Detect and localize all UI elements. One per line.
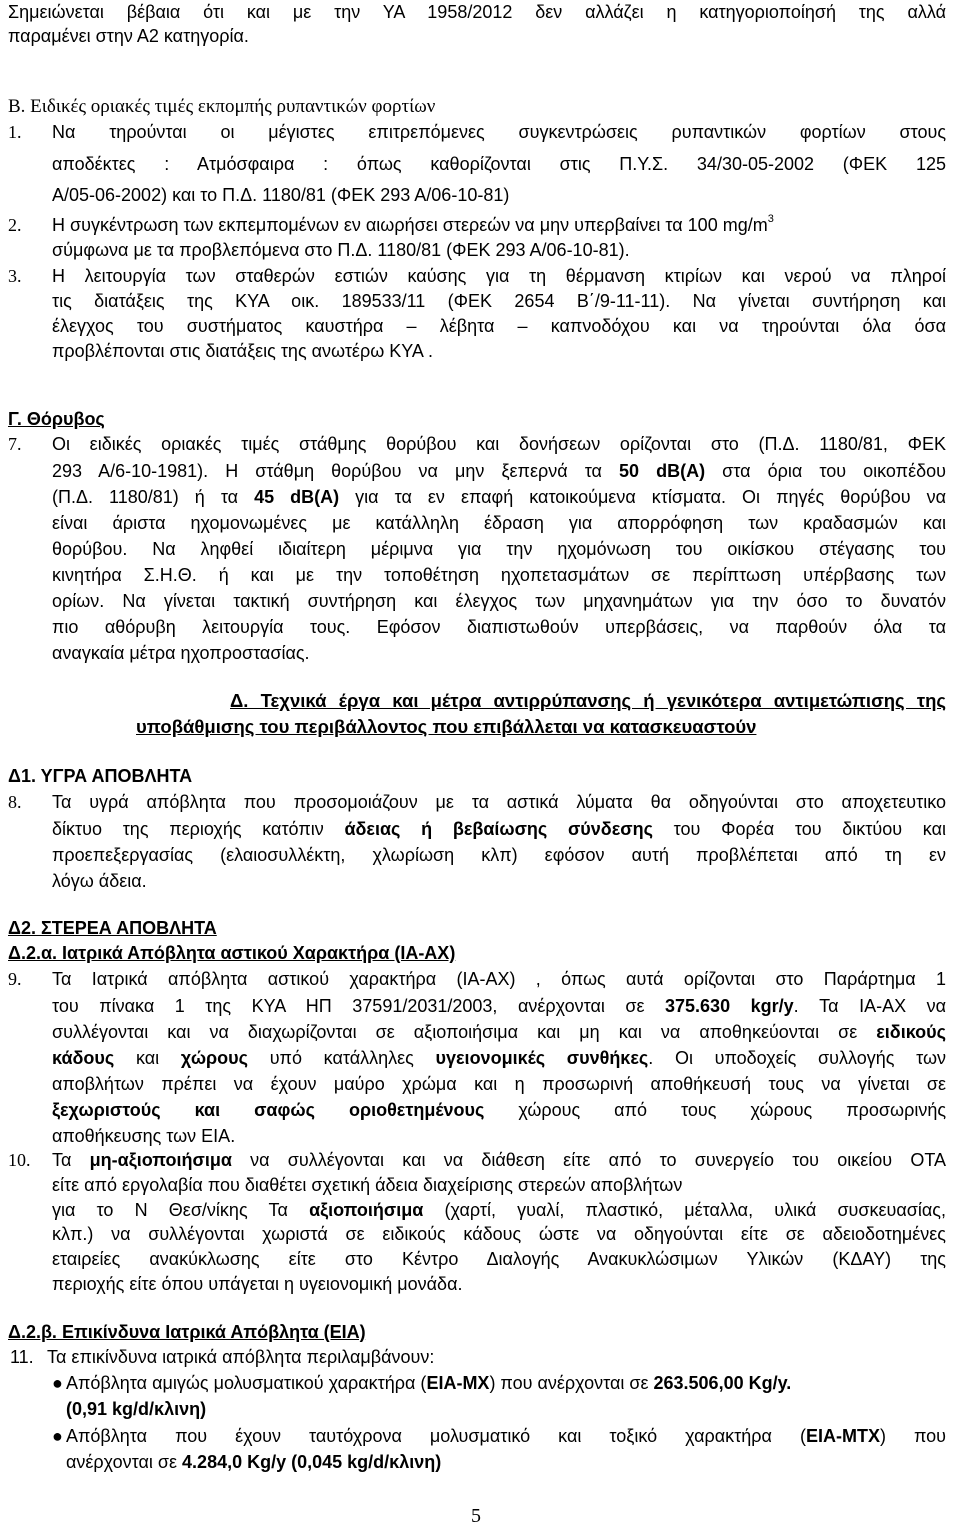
- item-9-line-2: του πίνακα 1 της ΚΥΑ ΗΠ 37591/2031/2003, ανέρχονται σε 375.630 kgr/y. Τα ΙΑ-ΑΧ να: [52, 996, 947, 1016]
- item-10-number: 10.: [8, 1150, 31, 1170]
- item-11-bullet-1-line-1: Απόβλητα αμιγώς μολυσματικού χαρακτήρα (ΕΙΑ-ΜΧ) που ανέρχονται σε 263.506,00 Kg/y.: [66, 1373, 792, 1393]
- bullet-icon: ●: [52, 1426, 63, 1446]
- page-number: 5: [471, 1505, 481, 1527]
- item-10-line-1: Τα μη-αξιοποιήσιμα να συλλέγονται και να διάθεση είτε από το συνεργείο του οικείου ΟΤΑ: [52, 1150, 946, 1170]
- item-3-line-1: Η λειτουργία των σταθερών εστιών καύσης για τη θέρμανση κτιρίων και νερού να πληροί: [52, 266, 946, 286]
- item-11-number: 11.: [10, 1347, 34, 1367]
- item-10-line-6: περιοχής είτε όπου υπάγεται η υγειονομική μονάδα.: [52, 1274, 463, 1294]
- item-9-line-6: ξεχωριστούς και σαφώς οριοθετημένους χώρους από τους χώρους προσωρινής: [52, 1100, 947, 1120]
- section-d-title-line-1: Δ. Τεχνικά έργα και μέτρα αντιρρύπανσης ή γενικότερα αντιμετώπισης της: [230, 690, 946, 711]
- item-1-line-1: Να τηρούνται οι μέγιστες επιτρεπόμενες συγκεντρώσεις ρυπαντικών φορτίων στους: [52, 122, 946, 142]
- item-1-number: 1.: [8, 122, 22, 142]
- item-1-line-2: αποδέκτες : Ατμόσφαιρα : όπως καθορίζονται στις Π.Υ.Σ. 34/30-05-2002 (ΦΕΚ 125: [52, 154, 946, 174]
- item-11-bullet-2-line-1: Απόβλητα που έχουν ταυτόχρονα μολυσματικό και τοξικό χαρακτήρα (ΕΙΑ-ΜΤΧ) που: [66, 1426, 946, 1446]
- item-7-line-6: κινητήρα Σ.Η.Θ. ή και με την τοποθέτηση ηχοπετασμάτων σε περίπτωση υπέρβασης των: [52, 565, 946, 585]
- item-2-number: 2.: [8, 215, 22, 235]
- bullet-icon: ●: [52, 1373, 63, 1393]
- item-7-line-1: Οι ειδικές οριακές τιμές στάθμης θορύβου και δονήσεων ορίζονται στο (Π.Δ. 1180/81, ΦΕΚ: [52, 434, 946, 454]
- item-11-bullet-1-line-2: (0,91 kg/d/κλινη): [66, 1399, 207, 1419]
- item-7-line-8: πιο αθόρυβη λειτουργία τους. Εφόσον διαπιστωθούν υπερβάσεις, να παρθούν όλα τα: [52, 617, 946, 637]
- item-3-line-2: τις διατάξεις της ΚΥΑ οικ. 189533/11 (ΦΕΚ 2654 Β΄/9-11-11). Να γίνεται συντήρηση και: [52, 291, 946, 311]
- item-7-line-3: (Π.Δ. 1180/81) ή τα 45 dB(A) για τα εν επαφή κατοικούμενα κτίσματα. Οι πηγές θορύβου να: [52, 487, 946, 507]
- item-8-line-4: λόγω άδεια.: [52, 871, 147, 891]
- d1-title: Δ1. ΥΓΡΑ ΑΠΟΒΛΗΤΑ: [8, 766, 193, 786]
- d2-title: Δ2. ΣΤΕΡΕΑ ΑΠΟΒΛΗΤΑ: [8, 918, 217, 938]
- item-9-line-1: Τα Ιατρικά απόβλητα αστικού χαρακτήρα (ΙΑ-ΑΧ) , όπως αυτά ορίζονται στο Παράρτημα 1: [52, 969, 946, 989]
- item-7-line-9: αναγκαία μέτρα ηχοπροστασίας.: [52, 643, 310, 663]
- intro-line-1: Σημειώνεται βέβαια ότι και με την ΥΑ 1958/2012 δεν αλλάζει η κατηγοριοποίησή της αλλά: [8, 2, 946, 22]
- section-g-title: Γ. Θόρυβος: [8, 409, 105, 429]
- section-d-title-line-2: υποβάθμισης του περιβάλλοντος που επιβάλλεται να κατασκευαστούν: [136, 716, 757, 737]
- item-3-number: 3.: [8, 266, 22, 286]
- superscript: 3: [767, 213, 774, 225]
- item-11-intro: Τα επικίνδυνα ιατρικά απόβλητα περιλαμβάνουν:: [47, 1347, 435, 1367]
- item-10-line-5: εταιρείες ανακύκλωσης είτε στο Κέντρο Διαλογής Ανακυκλώσιμων Υλικών (ΚΔΑΥ) της: [52, 1249, 946, 1269]
- item-9-line-5: αποβλήτων πρέπει να έχουν μαύρο χρώμα και η προσωρινή αποθήκευσή τους να γίνεται σε: [52, 1074, 946, 1094]
- item-11-bullet-2-line-2: ανέρχονται σε 4.284,0 Kg/y (0,045 kg/d/κλινη): [66, 1452, 442, 1472]
- item-1-line-3: Α/05-06-2002) και το Π.Δ. 1180/81 (ΦΕΚ 293 Α/06-10-81): [52, 185, 510, 205]
- section-b-title: Β. Ειδικές οριακές τιμές εκπομπής ρυπαντικών φορτίων: [8, 96, 436, 117]
- item-7-line-2: 293 Α/6-10-1981). Η στάθμη θορύβου να μην ξεπερνά τα 50 dB(A) στα όρια του οικοπέδου: [52, 461, 946, 481]
- d2b-title: Δ.2.β. Επικίνδυνα Ιατρικά Απόβλητα (ΕΙΑ): [8, 1322, 366, 1342]
- item-3-line-3: έλεγχος του συστήματος καυστήρα – λέβητα – καπνοδόχου και να τηρούνται όλα όσα: [52, 316, 946, 336]
- item-7-line-7: ορίων. Να γίνεται τακτική συντήρηση και έλεγχος των μηχανημάτων για την όσο το δυνατόν: [52, 591, 946, 611]
- item-3-line-4: προβλέπονται στις διατάξεις της ανωτέρω ΚΥΑ .: [52, 341, 433, 361]
- item-9-line-4: κάδους και χώρους υπό κατάλληλες υγειονομικές συνθήκες. Οι υποδοχείς συλλογής των: [52, 1048, 947, 1068]
- d2a-title: Δ.2.α. Ιατρικά Απόβλητα αστικού Χαρακτήρα (ΙΑ-ΑΧ): [8, 943, 456, 963]
- item-10-line-2: είτε από εργολαβία που διαθέτει σχετική άδεια διαχείρισης στερεών αποβλήτων: [52, 1175, 683, 1195]
- item-7-number: 7.: [8, 434, 22, 454]
- item-8-line-1: Τα υγρά απόβλητα που προσομοιάζουν με τα αστικά λύματα θα οδηγούνται στο αποχετευτικο: [52, 792, 946, 812]
- item-9-number: 9.: [8, 969, 22, 989]
- item-2-line-1: Η συγκέντρωση των εκπεμπομένων εν αιωρήσει στερεών να μην υπερβαίνει τα 100 $mg/m^3$: [52, 213, 774, 235]
- item-10-line-4: κλπ.) να συλλέγονται χωριστά σε ειδικούς κάδους ώστε να οδηγούνται είτε σε αδειοδοτημένες: [52, 1224, 946, 1244]
- item-8-number: 8.: [8, 792, 22, 812]
- item-9-line-3: συλλέγονται και να διαχωρίζονται σε αξιοποιήσιμα και μη και να αποθηκεύονται σε ειδικούς: [52, 1022, 946, 1042]
- item-10-line-3: για το Ν Θεσ/νίκης Τα αξιοποιήσιμα (χαρτί, γυαλί, πλαστικό, μέταλλα, υλικά συσκευασίας,: [52, 1200, 946, 1220]
- item-8-line-3: προεπεξεργασίας (ελαιοσυλλέκτη, χλωρίωση κλπ) εφόσον αυτή προβλέπεται από τη εν: [52, 845, 946, 865]
- intro-line-2: παραμένει στην Α2 κατηγορία.: [8, 26, 249, 46]
- item-8-line-2: δίκτυο της περιοχής κατόπιν άδειας ή βεβαίωσης σύνδεσης του Φορέα του δικτύου και: [52, 819, 946, 839]
- item-2-line-2: σύμφωνα με τα προβλεπόμενα στο Π.Δ. 1180/81 (ΦΕΚ 293 Α/06-10-81).: [52, 240, 630, 260]
- item-7-line-4: είναι άριστα ηχομονωμένες με κατάλληλη έδραση για απορρόφηση των κραδασμών και: [52, 513, 946, 533]
- item-7-line-5: θορύβου. Να ληφθεί ιδιαίτερη μέριμνα για την ηχομόνωση του οικίσκου στέγασης του: [52, 539, 946, 559]
- item-9-line-7: αποθήκευσης των ΕΙΑ.: [52, 1126, 236, 1146]
